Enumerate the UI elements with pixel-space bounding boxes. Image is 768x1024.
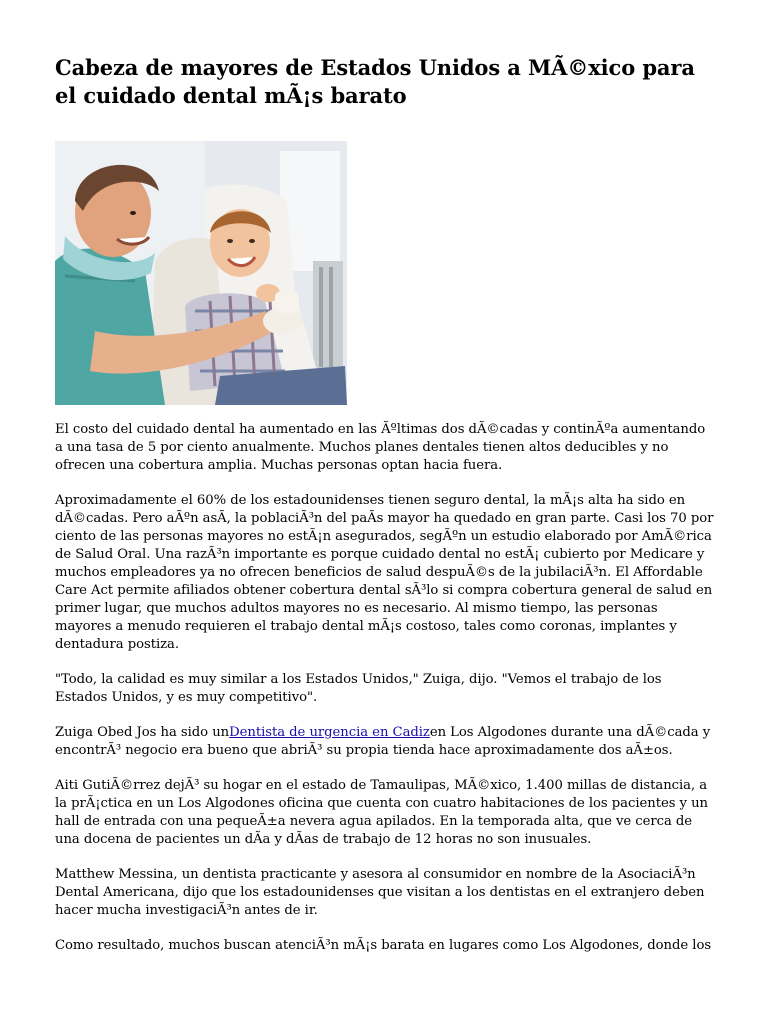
paragraph-7: Como resultado, muchos buscan atenciÃ³n mÃ¡s barata en lugares como Los Algodones, donde los xyxy=(55,938,712,953)
dentist-child-photo xyxy=(55,141,347,405)
paragraph-6: Matthew Messina, un dentista practicante y asesora al consumidor en nombre de la AsociaciÃ³n Dental Americana, dijo que los estadounidenses que visitan a los dentistas en el extranjero deben hacer mucha investigaciÃ³n antes de ir. xyxy=(55,867,705,918)
paragraph-4 xyxy=(55,724,715,760)
dentist-cadiz-link[interactable]: Dentista de urgencia en Cadiz xyxy=(229,725,430,740)
paragraph-4-text-before: Zuiga Obed Jos ha sido un xyxy=(55,725,230,740)
paragraph-4-text-after: en Los Algodones durante una dÃ©cada y encontrÃ³ negocio era bueno que abriÃ³ su propia tienda hace aproximadamente dos aÃ±os. xyxy=(55,725,711,758)
paragraph-1: El costo del cuidado dental ha aumentado en las Ãºltimas dos dÃ©cadas y continÃºa aumentando a una tasa de 5 por ciento anualmente. Muchos planes dentales tienen altos deducibles y no ofrecen una cobertura amplia. Muchas personas optan hacia fuera. xyxy=(55,422,706,473)
article-body xyxy=(55,421,715,972)
paragraph-2: Aproximadamente el 60% de los estadounidenses tienen seguro dental, la mÃ¡s alta ha sido en dÃ©cadas. Pero aÃºn asÃ, la poblaciÃ³n del paÃs mayor ha quedado en gran parte. Casi los 70 por ciento de las personas mayores no estÃ¡n asegurados, segÃºn un estudio elaborado por AmÃ©rica de Salud Oral. Una razÃ³n importante es porque cuidado dental no estÃ¡ cubierto por Medicare y muchos empleadores ya no ofrecen beneficios de salud despuÃ©s de la jubilaciÃ³n. El Affordable Care Act permite afiliados obtener cobertura dental sÃ³lo si compra cobertura general de salud en primer lugar, que muchos adultos mayores no es necesario. Al mismo tiempo, las personas mayores a menudo requieren el trabajo dental mÃ¡s costoso, tales como coronas, implantes y dentadura postiza. xyxy=(55,493,714,652)
article-title: Cabeza de mayores de Estados Unidos a MÃ©xico para el cuidado dental mÃ¡s barato xyxy=(55,55,695,108)
paragraph-3: "Todo, la calidad es muy similar a los Estados Unidos," Zuiga, dijo. "Vemos el trabajo de los Estados Unidos, y es muy competitivo". xyxy=(55,672,662,705)
paragraph-5: Aiti GutiÃ©rrez dejÃ³ su hogar en el estado de Tamaulipas, MÃ©xico, 1.400 millas de distancia, a la prÃ¡ctica en un Los Algodones oficina que cuenta con cuatro habitaciones de los pacientes y un hall de entrada con una pequeÃ±a nevera agua apilados. En la temporada alta, que ve cerca de una docena de pacientes un dÃa y dÃas de trabajo de 12 horas no son inusuales. xyxy=(55,778,708,847)
